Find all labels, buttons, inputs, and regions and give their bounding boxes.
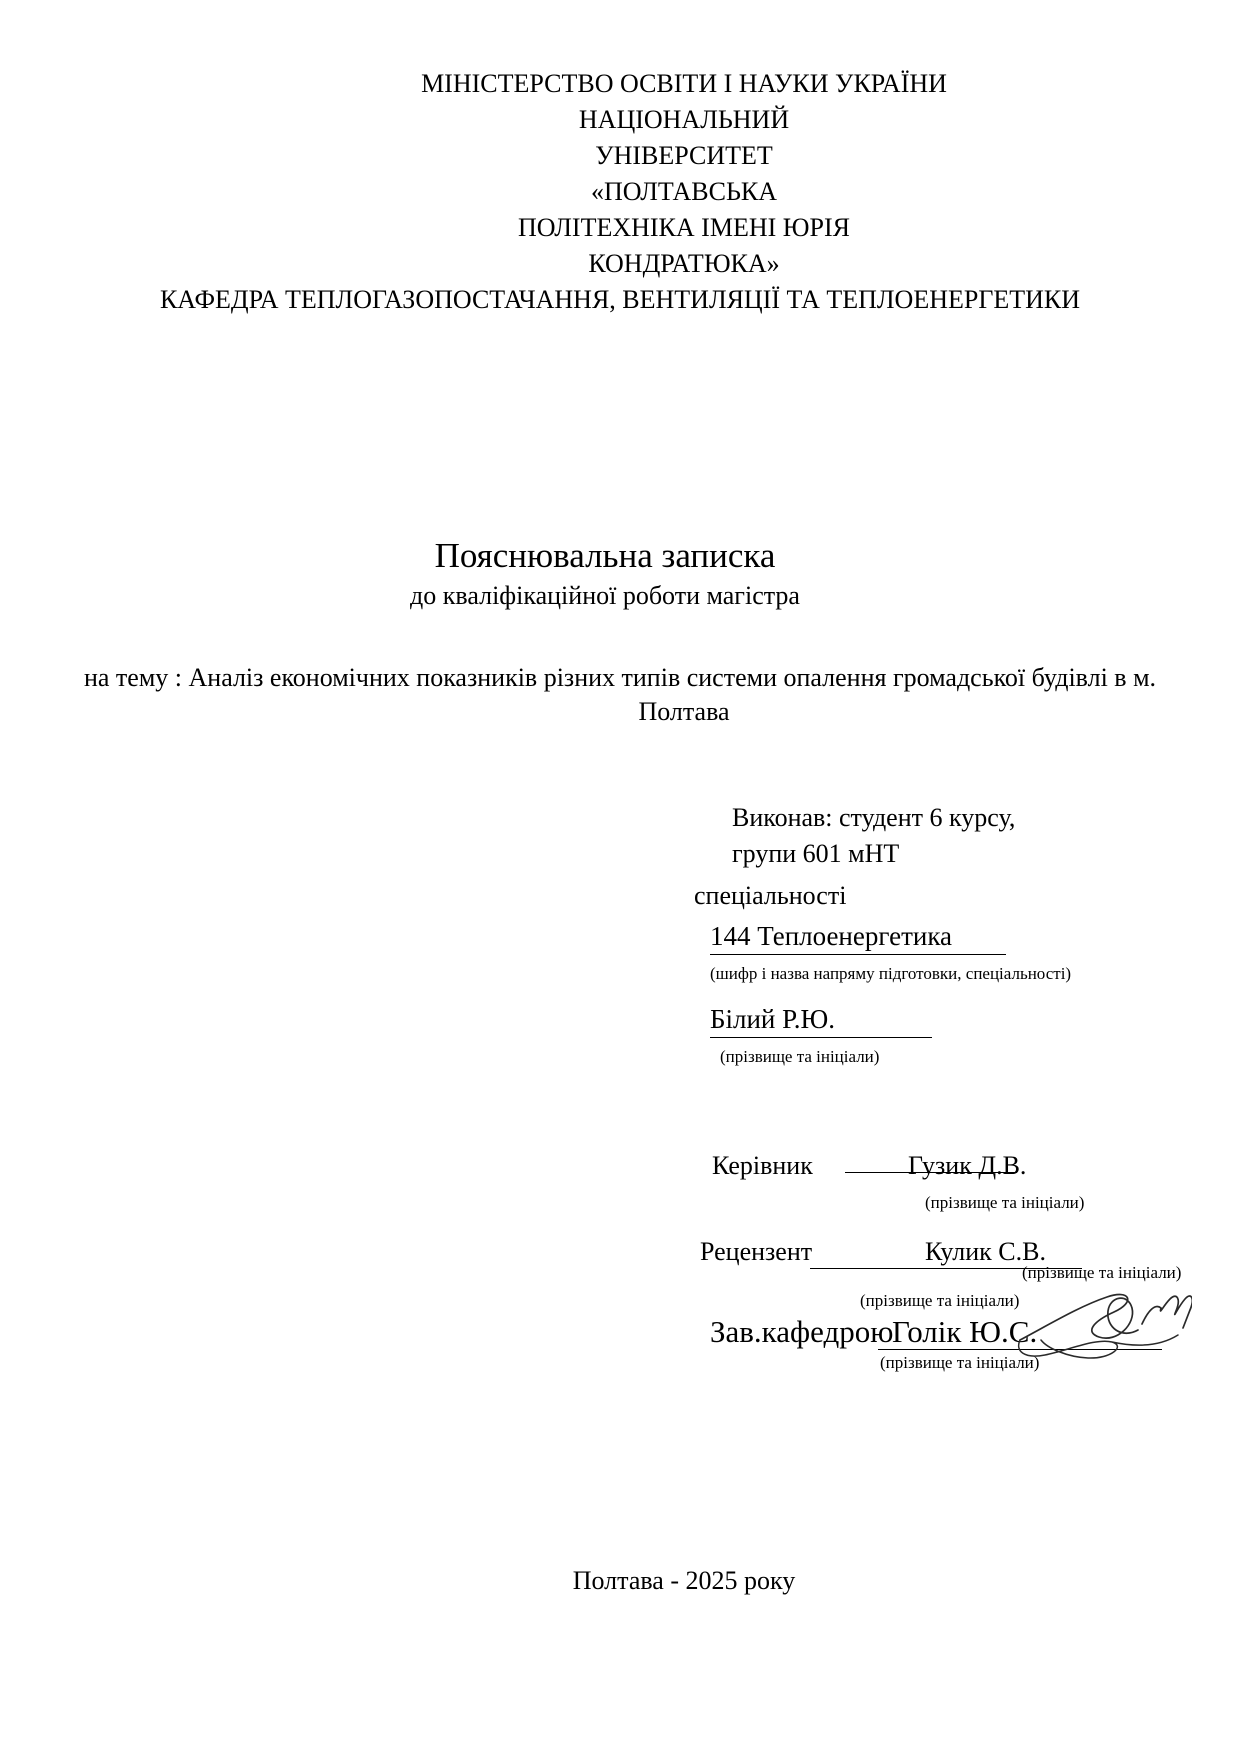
topic-line: на тему : Аналіз економічних показників різних типів системи опалення громадської будівлі в м.	[83, 663, 1157, 692]
student-name-hint: (прізвище та ініціали)	[720, 1047, 880, 1066]
document-subtitle: до кваліфікаційної роботи магістра	[410, 581, 800, 610]
specialty-field	[710, 918, 1006, 955]
head-name-hint: (прізвище та ініціали)	[880, 1353, 1040, 1372]
specialty-value: 144 Теплоенергетика	[710, 918, 1006, 955]
head-name: Голік Ю.С.	[892, 1314, 1038, 1349]
reviewer-name-hint: (прізвище та ініціали)	[1022, 1263, 1182, 1282]
performer-group: групи 601 мНТ	[732, 839, 900, 868]
signature-image	[1012, 1276, 1192, 1368]
department-line: КАФЕДРА ТЕПЛОГАЗОПОСТАЧАННЯ, ВЕНТИЛЯЦІЇ ТА ТЕПЛОЕНЕРГЕТИКИ	[159, 285, 1081, 314]
university-name-line: НАЦІОНАЛЬНИЙ	[578, 105, 790, 134]
university-name-line: УНІВЕРСИТЕТ	[595, 141, 773, 170]
head-name-hint-top: (прізвище та ініціали)	[860, 1291, 1020, 1310]
ministry-line: МІНІСТЕРСТВО ОСВІТИ І НАУКИ УКРАЇНИ	[421, 69, 947, 98]
specialty-hint: (шифр і назва напряму підготовки, спеціальності)	[710, 964, 1072, 983]
supervisor-label: Керівник	[712, 1151, 813, 1180]
supervisor-name: Гузик Д.В.	[908, 1151, 1027, 1180]
head-label: Зав.кафедрою	[710, 1314, 894, 1349]
reviewer-name: Кулик С.В.	[925, 1237, 1046, 1266]
student-name-field	[710, 1001, 932, 1038]
reviewer-label: Рецензент	[700, 1237, 813, 1266]
university-name-line: ПОЛІТЕХНІКА ІМЕНІ ЮРІЯ	[518, 213, 850, 242]
specialty-label: спеціальності	[694, 881, 847, 910]
university-name-line: КОНДРАТЮКА»	[588, 249, 780, 278]
performer-line: Виконав: студент 6 курсу,	[732, 803, 1016, 832]
document-title: Пояснювальна записка	[434, 536, 776, 575]
topic-line: Полтава	[638, 697, 730, 726]
university-name-line: «ПОЛТАВСЬКА	[591, 177, 777, 206]
supervisor-name-hint: (прізвище та ініціали)	[925, 1193, 1085, 1212]
student-name: Білий Р.Ю.	[710, 1001, 932, 1038]
city-year-line: Полтава - 2025 року	[572, 1566, 796, 1595]
